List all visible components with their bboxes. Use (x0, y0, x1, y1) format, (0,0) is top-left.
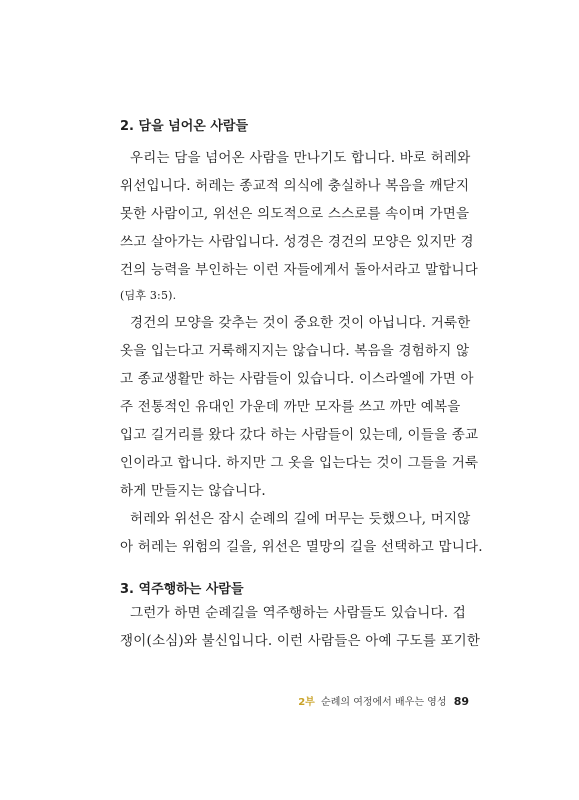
page-footer (298, 693, 469, 708)
bible-reference: (딤후 3:5). (120, 289, 177, 302)
paragraph-line: 하게 만들지는 않습니다. (120, 483, 266, 499)
footer-part-label: 2부 (298, 697, 315, 708)
paragraph-line: 고 종교생활만 하는 사람들이 있습니다. 이스라엘에 가면 아 (120, 371, 474, 387)
paragraph-line: 쟁이(소심)와 불신입니다. 이런 사람들은 아예 구도를 포기한 (120, 633, 481, 649)
paragraph-line: 옷을 입는다고 거룩해지지는 않습니다. 복음을 경험하지 않 (120, 343, 470, 359)
paragraph-line: 건의 능력을 부인하는 이런 자들에게서 돌아서라고 말합니다 (120, 262, 478, 278)
section-heading: 2. 담을 넘어온 사람들 (120, 119, 249, 134)
paragraph-line: 인이라고 합니다. 하지만 그 옷을 입는다는 것이 그들을 거룩 (120, 455, 479, 471)
paragraph-line: 입고 길거리를 왔다 갔다 하는 사람들이 있는데, 이들을 종교 (120, 427, 479, 443)
section-heading: 3. 역주행하는 사람들 (120, 582, 244, 597)
paragraph-line: 우리는 담을 넘어온 사람을 만나기도 합니다. 바로 허레와 (130, 150, 471, 166)
paragraph-line: 아 허레는 위험의 길을, 위선은 멸망의 길을 선택하고 맙니다. (120, 539, 483, 555)
footer-chapter-title: 순례의 여정에서 배우는 영성 (321, 697, 447, 708)
paragraph-line: 못한 사람이고, 위선은 의도적으로 스스로를 속이며 가면을 (120, 206, 470, 222)
paragraph-line: 경건의 모양을 갖추는 것이 중요한 것이 아닙니다. 거룩한 (130, 315, 471, 331)
page-number: 89 (453, 695, 469, 708)
paragraph-line: 그런가 하면 순례길을 역주행하는 사람들도 있습니다. 겁 (130, 605, 466, 621)
paragraph-line: 쓰고 살아가는 사람입니다. 성경은 경건의 모양은 있지만 경 (120, 234, 474, 250)
paragraph-line: 주 전통적인 유대인 가운데 까만 모자를 쓰고 까만 예복을 (120, 399, 461, 415)
paragraph-line: 위선입니다. 허레는 종교적 의식에 충실하나 복음을 깨닫지 (120, 178, 470, 194)
paragraph-line: 허레와 위선은 잠시 순례의 길에 머무는 듯했으나, 머지않 (130, 511, 471, 527)
